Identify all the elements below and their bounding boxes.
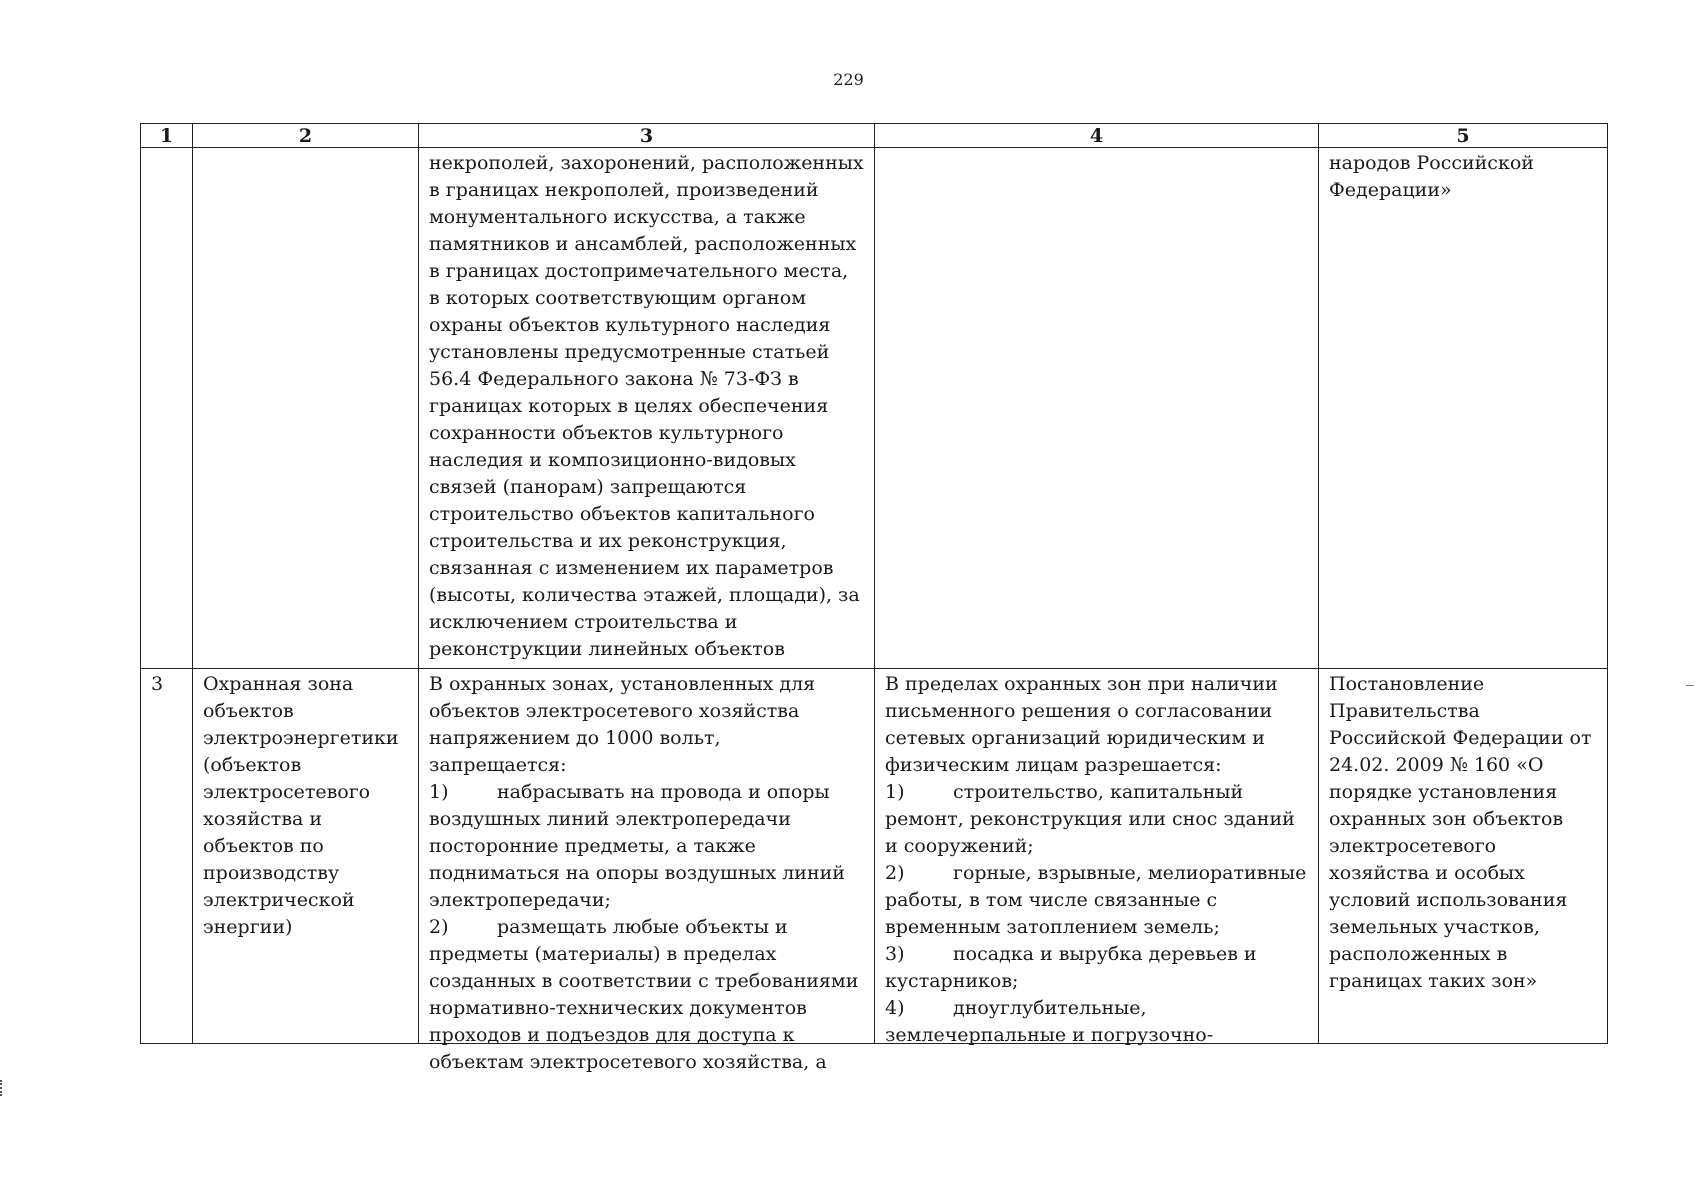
restriction-item xyxy=(429,779,864,914)
zone-name: Охранная зона объектов электроэнергетики (объектов электросетевого хозяйства и объектов по производству электрической энергии) xyxy=(193,669,419,1044)
permission-item-text: дноуглубительные, землечерпальные и погрузочно- xyxy=(885,997,1214,1046)
cont-col-4 xyxy=(875,148,1319,669)
permission-item-text: горные, взрывные, мелиоративные работы, в том числе связанные с временным затоплением земель; xyxy=(885,862,1307,938)
header-col-5: 5 xyxy=(1319,124,1608,148)
header-col-4: 4 xyxy=(875,124,1319,148)
restriction-item-number: 1) xyxy=(429,781,449,803)
permission-item-number: 2) xyxy=(885,862,905,884)
permissions-intro: В пределах охранных зон при наличии письменного решения о согласовании сетевых организаций юридическим и физическим лицам разрешается: xyxy=(885,673,1278,776)
row-number: 3 xyxy=(141,669,193,1044)
restriction-item-text: набрасывать на провода и опоры воздушных линий электропередачи посторонние предметы, а также подниматься на опоры воздушных линий электропередачи; xyxy=(429,781,845,911)
permissions-cell xyxy=(875,669,1319,1044)
table-row-continuation xyxy=(141,148,1608,669)
scan-margin-mark xyxy=(0,1080,5,1096)
restrictions-cell xyxy=(419,669,875,1073)
restriction-item xyxy=(429,914,864,1076)
permission-item xyxy=(885,860,1308,941)
table-row-3 xyxy=(141,669,1608,1044)
header-col-1: 1 xyxy=(141,124,193,148)
scan-margin-tick xyxy=(1686,685,1694,686)
restriction-item-number: 2) xyxy=(429,916,449,938)
zones-table xyxy=(140,123,1608,1073)
cont-col-2 xyxy=(193,148,419,669)
cont-source-text: народов Российской Федерации» xyxy=(1319,148,1608,669)
restrictions-intro: В охранных зонах, установленных для объектов электросетевого хозяйства напряжением до 1000 вольт, запрещается: xyxy=(429,673,816,776)
permission-item xyxy=(885,941,1308,995)
permission-item xyxy=(885,779,1308,860)
source-document: Постановление Правительства Российской Федерации от 24.02. 2009 № 160 «О порядке установления охранных зон объектов электросетевого хозяйства и особых условий использования земельных участков, расположенных в границах таких зон» xyxy=(1319,669,1608,1044)
cont-col-1 xyxy=(141,148,193,669)
header-col-3: 3 xyxy=(419,124,875,148)
permission-item-text: посадка и вырубка деревьев и кустарников; xyxy=(885,943,1257,992)
permission-item xyxy=(885,995,1308,1049)
page-number: 229 xyxy=(833,70,864,89)
permission-item-text: строительство, капитальный ремонт, реконструкция или снос зданий и сооружений; xyxy=(885,781,1295,857)
header-col-2: 2 xyxy=(193,124,419,148)
permission-item-number: 4) xyxy=(885,997,905,1019)
restriction-item-text: размещать любые объекты и предметы (материалы) в пределах созданных в соответствии с требованиями нормативно-технических документов проходов и подъездов для доступа к объектам электросетевого хозяйства, а xyxy=(429,916,859,1073)
cont-restrictions-text: некрополей, захоронений, расположенных в границах некрополей, произведений монументального искусства, а также памятников и ансамблей, расположенных в границах достопримечательного места, в которых соответствующим органом охраны объектов культурного наследия установлены предусмотренные статьей 56.4 Федерального закона № 73-ФЗ в границах которых в целях обеспечения сохранности объектов культурного наследия и композиционно-видовых связей (панорам) запрещаются строительство объектов капитального строительства и их реконструкция, связанная с изменением их параметров (высоты, количества этажей, площади), за исключением строительства и реконструкции линейных объектов xyxy=(419,148,875,669)
permission-item-number: 1) xyxy=(885,781,905,803)
header-row xyxy=(141,124,1608,148)
permission-item-number: 3) xyxy=(885,943,905,965)
